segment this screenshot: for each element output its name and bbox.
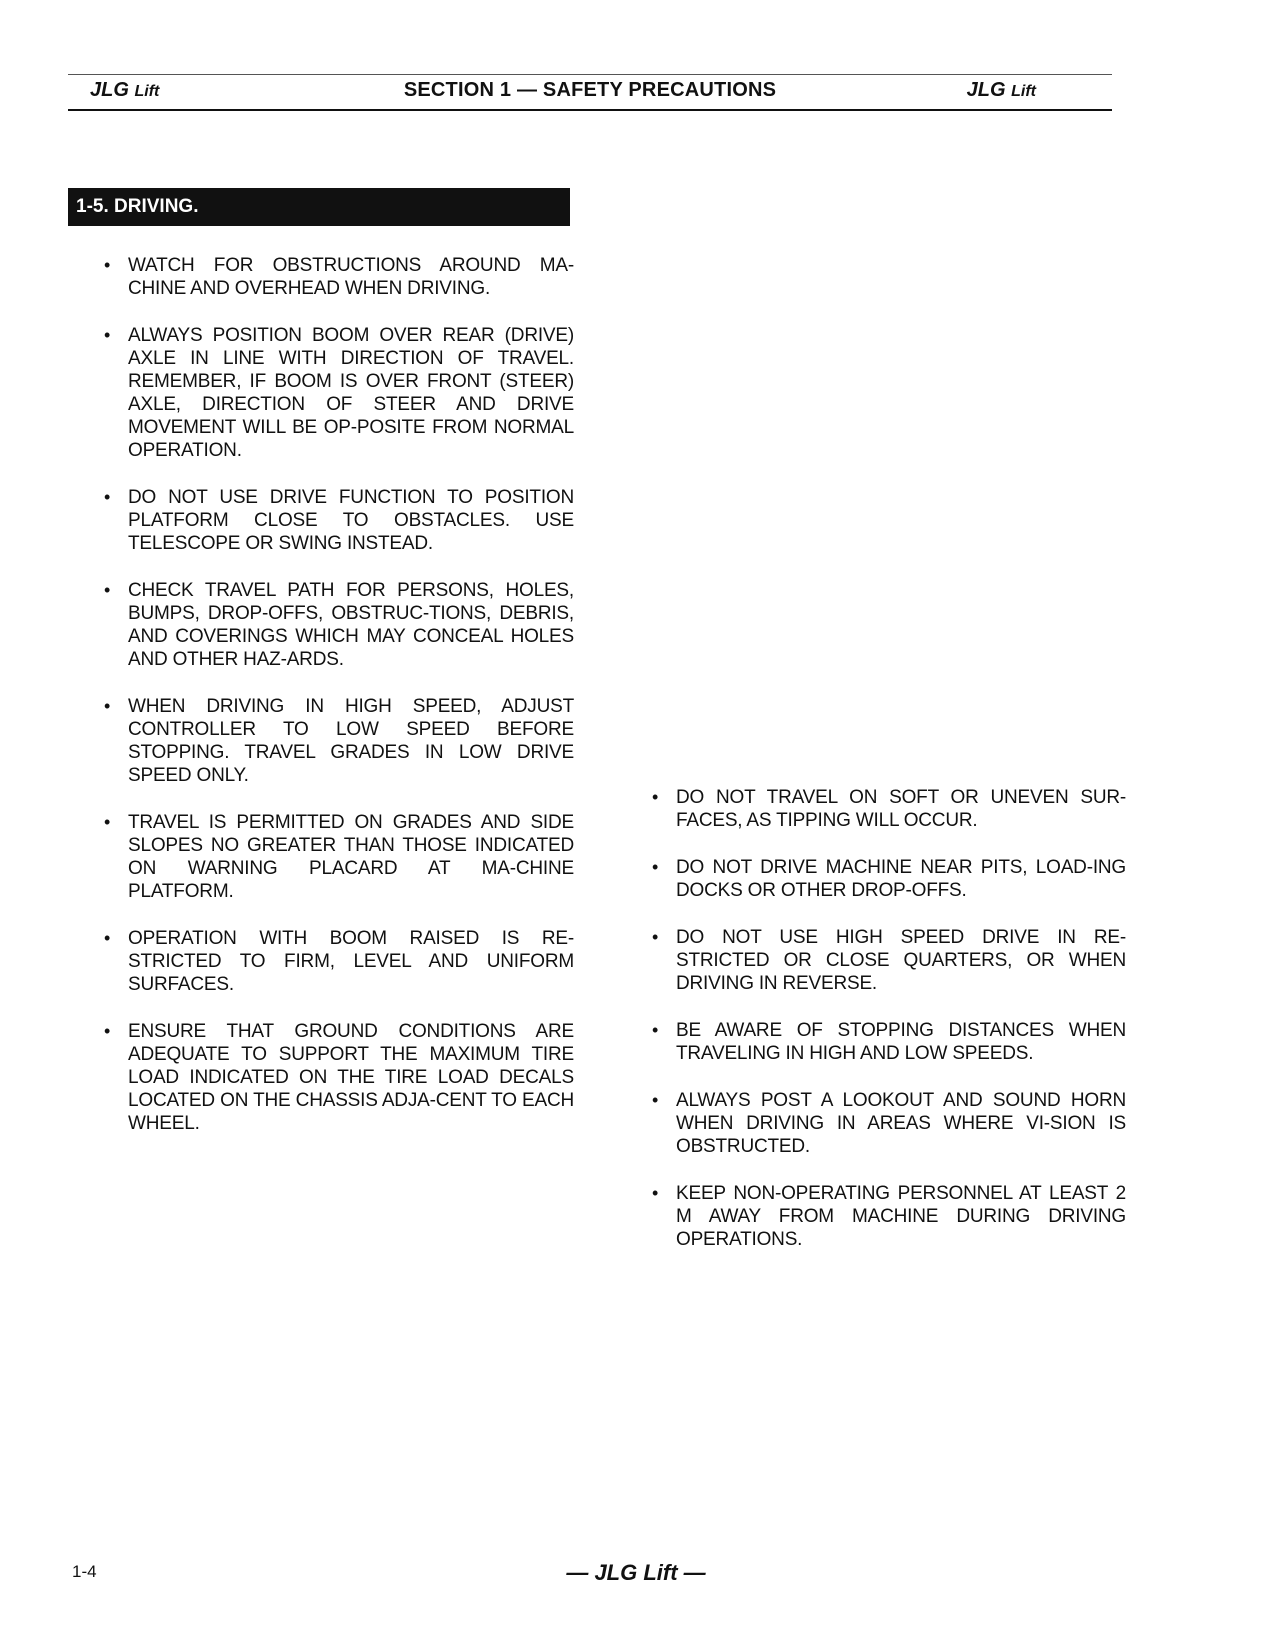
list-item — [652, 1182, 1126, 1251]
list-item-text: WHEN DRIVING IN HIGH SPEED, ADJUST CONTROLLER TO LOW SPEED BEFORE STOPPING. TRAVEL GRADES IN LOW DRIVE SPEED ONLY. — [128, 696, 574, 786]
list-item-text: KEEP NON-OPERATING PERSONNEL AT LEAST 2 M AWAY FROM MACHINE DURING DRIVING OPERATIONS. — [676, 1183, 1126, 1250]
header-brand-left-suffix: Lift — [134, 83, 160, 100]
list-item — [104, 695, 574, 787]
header-brand-right — [967, 79, 1036, 102]
bullet-icon: • — [104, 812, 111, 832]
list-item-text: WATCH FOR OBSTRUCTIONS AROUND MA-CHINE AND OVERHEAD WHEN DRIVING. — [128, 255, 574, 299]
bullet-icon: • — [104, 580, 111, 600]
bullet-icon: • — [652, 927, 659, 947]
list-item — [104, 811, 574, 903]
bullet-icon: • — [104, 1021, 111, 1041]
list-item-text: ALWAYS POSITION BOOM OVER REAR (DRIVE) AXLE IN LINE WITH DIRECTION OF TRAVEL. REMEMBER, IF BOOM IS OVER FRONT (STEER) AXLE, DIRECTION OF STEER AND DRIVE MOVEMENT WILL BE OP-POSITE FROM NORMAL OPERATION. — [128, 325, 574, 461]
list-item-text: ENSURE THAT GROUND CONDITIONS ARE ADEQUATE TO SUPPORT THE MAXIMUM TIRE LOAD INDICATED ON THE TIRE LOAD DECALS LOCATED ON THE CHASSIS ADJA-CENT TO EACH WHEEL. — [128, 1021, 574, 1134]
header-brand-right-name: JLG — [966, 79, 1006, 101]
list-item-text: OPERATION WITH BOOM RAISED IS RE-STRICTED TO FIRM, LEVEL AND UNIFORM SURFACES. — [128, 928, 574, 995]
list-item-text: DO NOT DRIVE MACHINE NEAR PITS, LOAD-ING DOCKS OR OTHER DROP-OFFS. — [676, 857, 1126, 901]
list-item-text: DO NOT TRAVEL ON SOFT OR UNEVEN SUR-FACES, AS TIPPING WILL OCCUR. — [676, 787, 1126, 831]
list-item-text: DO NOT USE DRIVE FUNCTION TO POSITION PLATFORM CLOSE TO OBSTACLES. USE TELESCOPE OR SWING INSTEAD. — [128, 487, 574, 554]
list-item — [652, 926, 1126, 995]
list-item-text: BE AWARE OF STOPPING DISTANCES WHEN TRAVELING IN HIGH AND LOW SPEEDS. — [676, 1020, 1126, 1064]
list-item — [104, 486, 574, 555]
footer-brand: — JLG Lift — — [566, 1560, 706, 1585]
section-title: SECTION 1 — SAFETY PRECAUTIONS — [403, 79, 777, 101]
list-item — [104, 254, 574, 300]
bullet-icon: • — [652, 1020, 659, 1040]
list-item — [652, 1089, 1126, 1158]
page-header — [68, 74, 1112, 111]
list-item-text: ALWAYS POST A LOOKOUT AND SOUND HORN WHEN DRIVING IN AREAS WHERE VI-SION IS OBSTRUCTED. — [676, 1090, 1126, 1157]
bullet-icon: • — [652, 1090, 659, 1110]
list-item — [652, 786, 1126, 832]
right-bullet-list — [652, 786, 1126, 1275]
bullet-icon: • — [652, 1183, 659, 1203]
list-item-text: TRAVEL IS PERMITTED ON GRADES AND SIDE SLOPES NO GREATER THAN THOSE INDICATED ON WARNING PLACARD AT MA-CHINE PLATFORM. — [128, 812, 574, 902]
list-item — [652, 1019, 1126, 1065]
list-item — [104, 927, 574, 996]
list-item — [104, 324, 574, 462]
bullet-icon: • — [104, 325, 111, 345]
list-item — [652, 856, 1126, 902]
bullet-icon: • — [104, 696, 111, 716]
list-item — [104, 1020, 574, 1135]
bullet-icon: • — [104, 487, 111, 507]
list-item-text: CHECK TRAVEL PATH FOR PERSONS, HOLES, BUMPS, DROP-OFFS, OBSTRUC-TIONS, DEBRIS, AND COVERINGS WHICH MAY CONCEAL HOLES AND OTHER HAZ-ARDS. — [128, 580, 574, 670]
bullet-icon: • — [652, 857, 659, 877]
header-brand-right-suffix: Lift — [1011, 83, 1036, 100]
list-item-text: DO NOT USE HIGH SPEED DRIVE IN RE-STRICTED OR CLOSE QUARTERS, OR WHEN DRIVING IN REVERSE. — [676, 927, 1126, 994]
bullet-icon: • — [104, 255, 111, 275]
page-number: 1-4 — [72, 1562, 97, 1581]
left-bullet-list — [104, 254, 574, 1159]
header-brand-left-name: JLG — [90, 79, 129, 101]
section-heading: 1-5. DRIVING. — [68, 188, 570, 226]
bullet-icon: • — [104, 928, 111, 948]
list-item — [104, 579, 574, 671]
bullet-icon: • — [652, 787, 659, 807]
